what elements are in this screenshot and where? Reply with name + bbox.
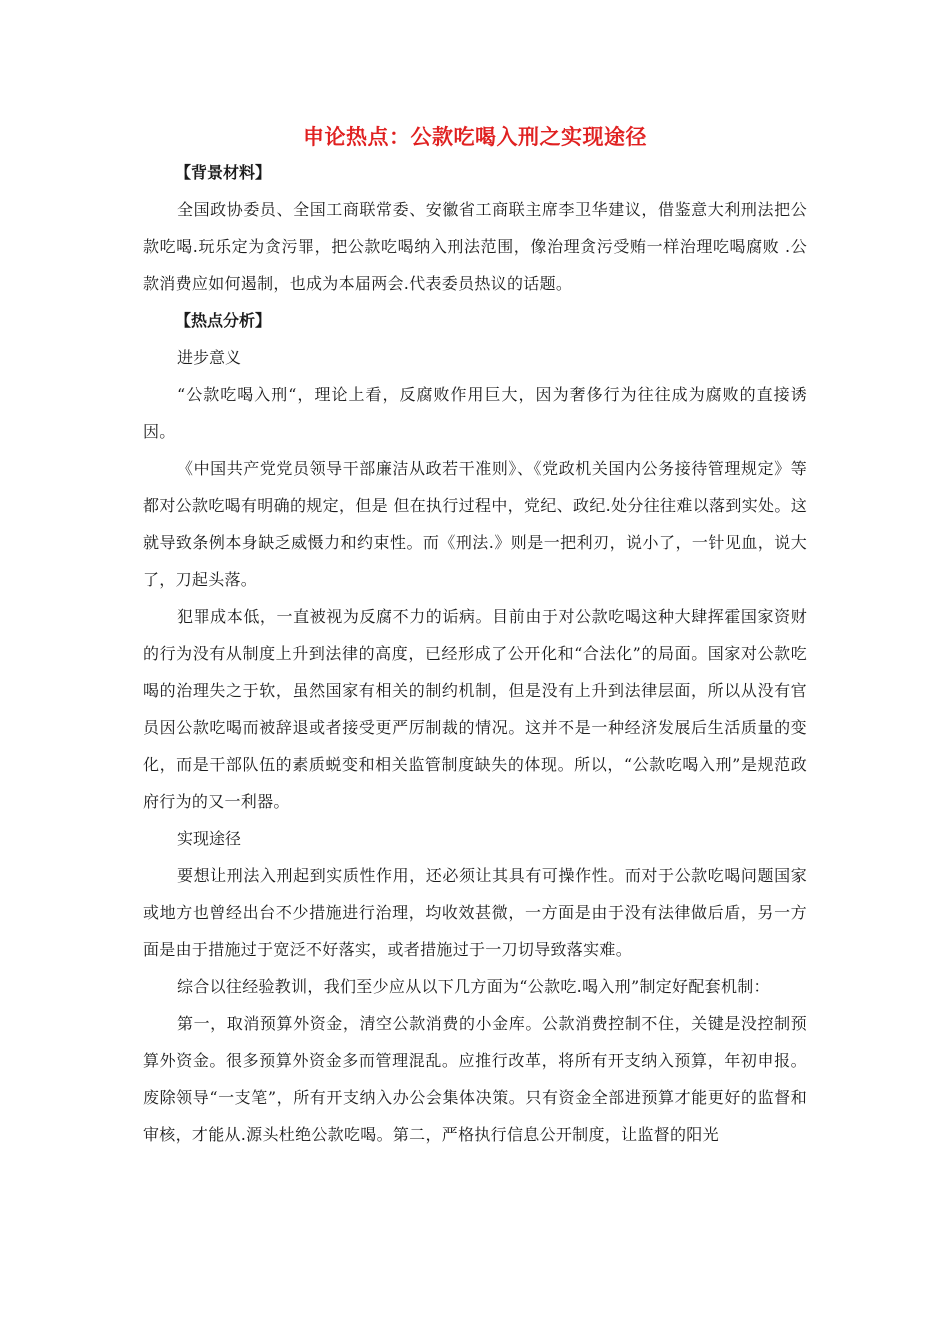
realization-paragraph-3: 第一，取消预算外资金，清空公款消费的小金库。公款消费控制不住，关键是没控制预算外资金。很多预算外资金多而管理混乱。应推行改革，将所有开支纳入预算，年初申报。废除领导“一支笔”，所有开支纳入办公会集体决策。只有资金全部进预算才能更好的监督和审核，才能从.源头杜绝公款吃喝。第二，严格执行信息公开制度，让监督的阳光 xyxy=(143,1014,807,1144)
realization-paragraph-2: 综合以往经验教训，我们至少应从以下几方面为“公款吃.喝入刑”制定好配套机制： xyxy=(177,977,770,996)
background-paragraph: 全国政协委员、全国工商联常委、安徽省工商联主席李卫华建议，借鉴意大利刑法把公款吃喝.玩乐定为贪污罪，把公款吃喝纳入刑法范围，像治理贪污受贿一样治理吃喝腐败 .公款消费应如何遏制，也成为本届两会.代表委员热议的话题。 xyxy=(143,200,807,293)
progress-paragraph-3: 犯罪成本低，一直被视为反腐不力的诟病。目前由于对公款吃喝这种大肆挥霍国家资财的行为没有从制度上升到法律的高度，已经形成了公开化和“合法化”的局面。国家对公款吃喝的治理失之于软，虽然国家有相关的制约机制，但是没有上升到法律层面，所以从没有官员因公款吃喝而被辞退或者接受更严厉制裁的情况。这并不是一种经济发展后生活质量的变化，而是干部队伍的素质蜕变和相关监管制度缺失的体现。所以，“公款吃喝入刑”是规范政府行为的又一利器。 xyxy=(143,607,807,811)
progress-paragraph-2: 《中国共产党党员领导干部廉洁从政若干准则》、《党政机关国内公务接待管理规定》等都对公款吃喝有明确的规定，但是 但在执行过程中，党纪、政纪.处分往往难以落到实处。这就导致条例本身缺乏威慑力和约束性。而《刑法.》则是一把利刃，说小了，一针见血，说大了，刀起头落。 xyxy=(143,459,807,589)
section-label-background: 【背景材料】 xyxy=(175,163,272,182)
subheading-progress: 进步意义 xyxy=(177,348,242,367)
progress-paragraph-1: “公款吃喝入刑“，理论上看，反腐败作用巨大，因为奢侈行为往往成为腐败的直接诱因。 xyxy=(143,385,807,441)
section-label-analysis: 【热点分析】 xyxy=(175,311,272,330)
page-title: 申论热点：公款吃喝入刑之实现途径 xyxy=(303,125,647,149)
document-page xyxy=(143,120,807,1153)
realization-paragraph-1: 要想让刑法入刑起到实质性作用，还必须让其具有可操作性。而对于公款吃喝问题国家或地方也曾经出台不少措施进行治理，均收效甚微，一方面是由于没有法律做后盾，另一方面是由于措施过于宽泛不好落实，或者措施过于一刀切导致落实难。 xyxy=(143,866,807,959)
subheading-realization: 实现途径 xyxy=(177,829,242,848)
